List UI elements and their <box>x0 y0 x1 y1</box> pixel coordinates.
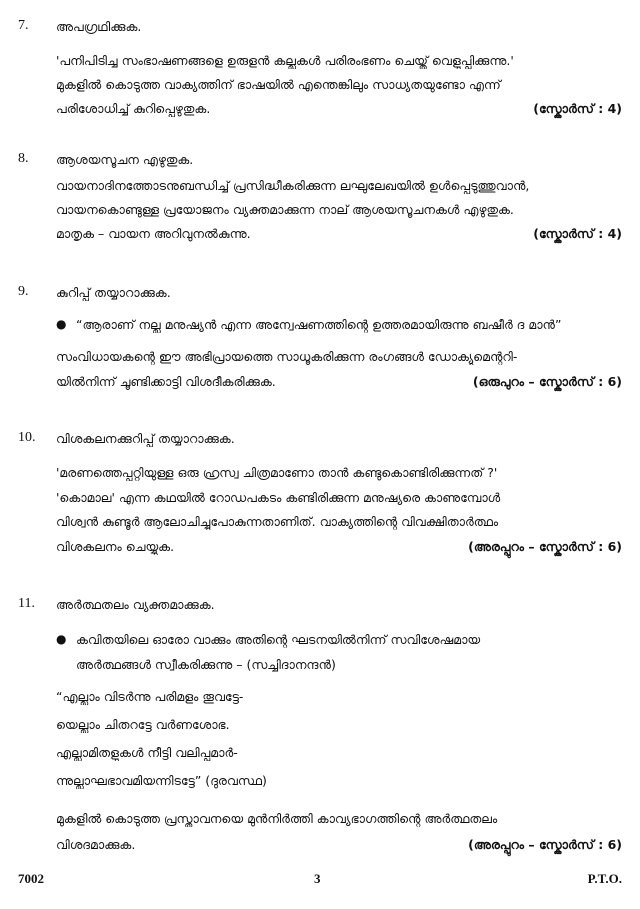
pto-label: P.T.O. <box>587 871 622 886</box>
question-9-line-1: സംവിധായകന്റെ ഈ അഭിപ്രായത്തെ സാധൂകരിക്കുന്ന രംഗങ്ങൾ ഡോക്യുമെന്ററി- <box>56 349 518 364</box>
question-10-number: 10. <box>18 430 36 445</box>
question-11-score: (അരപ്പുറം – സ്കോർസ് : 6) <box>468 837 622 852</box>
question-9-line-2: യിൽനിന്ന് ചൂണ്ടിക്കാട്ടി വിശദീകരിക്കുക. <box>56 374 276 389</box>
poem-line-3: എല്ലാമിതളുകൾ നീട്ടി വലിപ്പമാർ- <box>56 745 238 760</box>
question-10-line-2: 'കൊമാല' എന്ന കഥയിൽ റോഡപകടം കണ്ടിരിക്കുന്ന മനുഷ്യരെ കാണുമ്പോൾ <box>56 490 501 505</box>
question-7-score: (സ്കോർസ് : 4) <box>533 101 622 116</box>
paper-code: 7002 <box>18 871 44 886</box>
question-10-score: (അരപ്പുറം – സ്കോർസ് : 6) <box>468 539 622 554</box>
question-8-line-3: മാതൃക – വായന അറിവുനൽകുന്നു. <box>56 226 251 241</box>
question-8-number: 8. <box>18 151 29 166</box>
question-8-instruction: ആശയസൂചന എഴുതുക. <box>56 152 194 167</box>
question-11-statement-line-2: അർത്ഥങ്ങൾ സ്വീകരിക്കുന്നു – (സച്ചിദാനന്ദൻ) <box>76 657 336 672</box>
question-10-instruction: വിശകലനക്കുറിപ്പ് തയ്യാറാക്കുക. <box>56 431 235 446</box>
poem-line-2: യെല്ലാം ചിതറട്ടേ വർണശോഭ. <box>56 717 230 732</box>
question-11-line-1: മുകളിൽ കൊടുത്ത പ്രസ്താവനയെ മുൻനിർത്തി കാവ്യഭാഗത്തിന്റെ അർത്ഥതലം <box>56 811 498 826</box>
question-9-instruction: കുറിപ്പ് തയ്യാറാക്കുക. <box>56 285 171 300</box>
question-8-score: (സ്കോർസ് : 4) <box>533 226 622 241</box>
question-7-instruction: അപഗ്രഥിക്കുക. <box>56 19 142 34</box>
question-8-line-1: വായനാദിനത്തോടനുബന്ധിച്ച് പ്രസിദ്ധീകരിക്കുന്ന ലഘുലേഖയിൽ ഉൾപ്പെടുത്തുവാൻ, <box>56 178 530 193</box>
question-10-line-1: 'മരണത്തെപ്പറ്റിയുള്ള ഒരു ഹ്രസ്വ ചിത്രമാണോ താൻ കണ്ടുകൊണ്ടിരിക്കുന്നത് ?' <box>56 465 498 480</box>
poem-line-4: ന്നുല്ലാഘഭാവമിയന്നിടട്ടേ” (ദുരവസ്ഥ) <box>56 773 267 788</box>
question-11-number: 11. <box>18 596 35 611</box>
question-7-line-2: മുകളിൽ കൊടുത്ത വാക്യത്തിന് ഭാഷയിൽ എന്തെങ്കിലും സാധ്യതയുണ്ടോ എന്ന് <box>56 77 501 92</box>
question-11-line-2: വിശദമാക്കുക. <box>56 837 136 852</box>
question-9-quote: “ആരാണ് നല്ല മനുഷ്യൻ എന്ന അന്വേഷണത്തിന്റെ ഉത്തരമായിരുന്നു ബഷീർ ദ മാൻ” <box>76 317 562 332</box>
question-8-line-2: വായനകൊണ്ടുള്ള പ്രയോജനം വ്യക്തമാക്കുന്ന നാല് ആശയസൂചനകൾ എഴുതുക. <box>56 202 514 217</box>
question-7-number: 7. <box>18 18 29 33</box>
question-9-score: (ഒരുപുറം – സ്കോർസ് : 6) <box>472 374 622 389</box>
question-10-line-4: വിശകലനം ചെയ്യുക. <box>56 539 175 554</box>
page-number: 3 <box>314 871 321 886</box>
question-9-number: 9. <box>18 284 29 299</box>
question-11-instruction: അർത്ഥതലം വ്യക്തമാക്കുക. <box>56 597 215 612</box>
question-10-line-3: വിശ്വൻ കുണ്ടൂർ ആലോചിച്ചുപോകുന്നതാണിത്. വാക്യത്തിന്റെ വിവക്ഷിതാർത്ഥം <box>56 514 499 529</box>
bullet-icon: ● <box>56 317 67 331</box>
question-11-statement-line-1: കവിതയിലെ ഓരോ വാക്കും അതിന്റെ ഘടനയിൽനിന്ന് സവിശേഷമായ <box>76 632 481 647</box>
question-7-line-1: 'പനിപിടിച്ച സംഭാഷണങ്ങളെ ഉരുളൻ കല്ലുകൾ പരിരംഭണം ചെയ്ത് വെളുപ്പിക്കുന്നു.' <box>56 53 514 68</box>
poem-line-1: “എല്ലാം വിടർന്നു പരിമളം തൂവട്ടേ- <box>56 689 244 704</box>
question-7-line-3: പരിശോധിച്ച് കുറിപ്പെഴുതുക. <box>56 101 211 116</box>
bullet-icon: ● <box>56 632 67 646</box>
